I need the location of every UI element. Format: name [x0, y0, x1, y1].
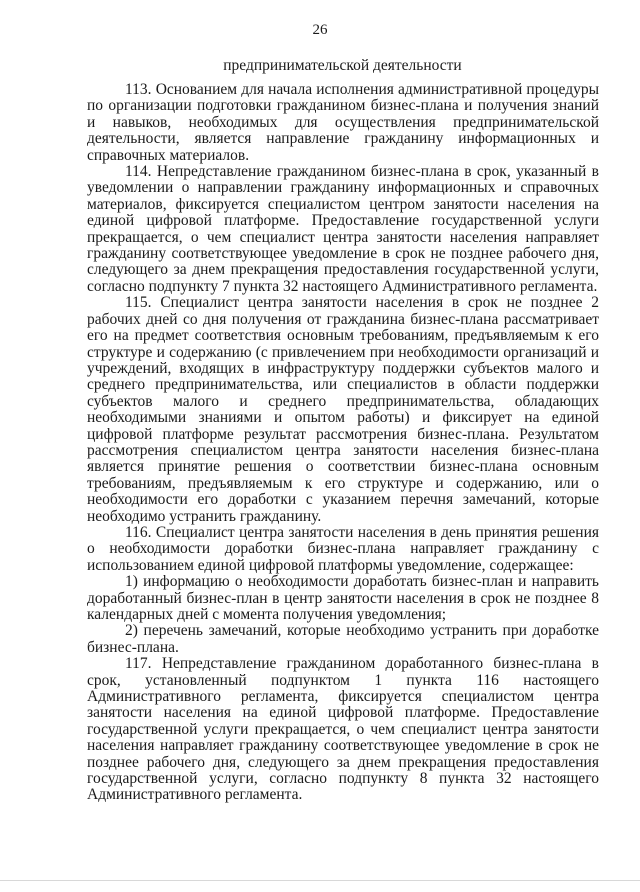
paragraph-116-item-1: 1) информацию о необходимости доработать бизнес-план и направить доработанный бизнес-план в центр занятости населения в срок не позднее 8 календарных дней с момента получения уведомления; [87, 573, 599, 623]
page-bottom-edge [0, 880, 640, 881]
paragraph-115: 115. Специалист центра занятости населения в срок не позднее 2 рабочих дней со дня получения от гражданина бизнес-плана рассматривает его на предмет соответствия основным требованиям, предъявляемым к его структуре и содержанию (с привлечением при необходимости организаций и учреждений, входящих в инфраструктуру поддержки субъектов малого и среднего предпринимательства, или специалистов в области поддержки субъектов малого и среднего предпринимательства, обладающих необходимыми знаниями и опытом работы) и фиксирует на единой цифровой платформе результат рассмотрения бизнес-плана. Результатом рассмотрения специалистом центра занятости населения бизнес-плана является принятие решения о соответствии бизнес-плана основным требованиям, предъявляемым к его структуре и содержанию, или о необходимости его доработки с указанием перечня замечаний, которые необходимо устранить гражданину. [87, 294, 599, 525]
continuation-line: предпринимательской деятельности [223, 57, 462, 74]
paragraph-117: 117. Непредставление гражданином доработанного бизнес-плана в срок, установленный подпунктом 1 пункта 116 настоящего Административного регламента, фиксируется специалистом центра занятости населения на единой цифровой платформе. Предоставление государственной услуги прекращается, о чем специалист центра занятости населения направляет гражданину соответствующее уведомление в срок не позднее рабочего дня, следующего за днем прекращения предоставления государственной услуги, согласно подпункту 8 пункта 32 настоящего Административного регламента. [87, 655, 599, 804]
paragraph-114: 114. Непредставление гражданином бизнес-плана в срок, указанный в уведомлении о направлении гражданину информационных и справочных материалов, фиксируется специалистом центром занятости населения на единой цифровой платформе. Предоставление государственной услуги прекращается, о чем специалист центра занятости населения направляет гражданину соответствующее уведомление в срок не позднее рабочего дня, следующего за днем прекращения предоставления государственной услуги, согласно подпункту 7 пункта 32 настоящего Административного регламента. [87, 163, 599, 295]
paragraph-116: 116. Специалист центра занятости населения в день принятия решения о необходимости доработки бизнес-плана направляет гражданину с использованием единой цифровой платформы уведомление, содержащее: [87, 523, 599, 574]
body-text [87, 82, 599, 804]
paragraph-113: 113. Основанием для начала исполнения административной процедуры по организации подготовки гражданином бизнес-плана и получения знаний и навыков, необходимых для осуществления предпринимательской деятельности, является направление гражданину информационных и справочных материалов. [87, 81, 599, 164]
paragraph-116-item-2: 2) перечень замечаний, которые необходимо устранить при доработке бизнес-плана. [87, 622, 599, 656]
page-number: 26 [312, 22, 328, 38]
